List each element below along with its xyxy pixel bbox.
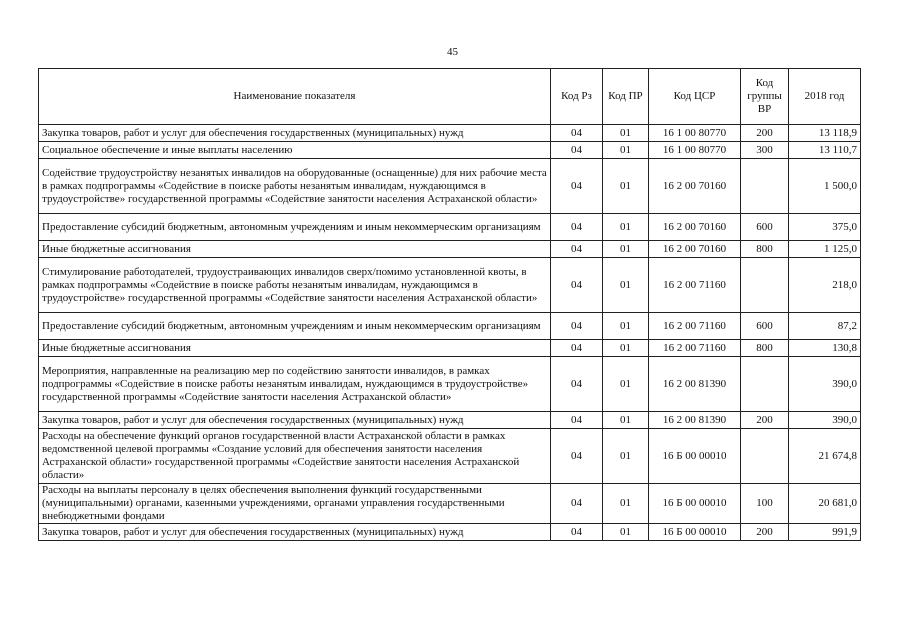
row-pr: 01 <box>603 214 649 241</box>
row-pr: 01 <box>603 429 649 484</box>
row-rz: 04 <box>551 340 603 357</box>
row-csr: 16 2 00 81390 <box>649 412 741 429</box>
row-rz: 04 <box>551 159 603 214</box>
row-csr: 16 1 00 80770 <box>649 125 741 142</box>
row-pr: 01 <box>603 524 649 541</box>
row-vr: 600 <box>741 214 789 241</box>
row-amount: 390,0 <box>789 357 861 412</box>
row-amount: 13 110,7 <box>789 142 861 159</box>
row-vr: 200 <box>741 524 789 541</box>
column-header-pr: Код ПР <box>603 69 649 125</box>
table-row <box>39 125 861 142</box>
table-row <box>39 241 861 258</box>
row-name: Расходы на обеспечение функций органов государственной власти Астраханской области в рамках ведомственной целевой программы «Создание условий для обеспечения занятости населения Астраханской области» государственной программы «Содействие занятости населения Астраханской области» <box>39 429 551 484</box>
row-pr: 01 <box>603 241 649 258</box>
row-rz: 04 <box>551 214 603 241</box>
row-amount: 130,8 <box>789 340 861 357</box>
row-name: Стимулирование работодателей, трудоустраивающих инвалидов сверх/помимо установленной квоты, в рамках подпрограммы «Содействие в поиске работы незанятым инвалидам, нуждающимся в трудоустройстве» государственной программы «Содействие занятости населения Астраханской области» <box>39 258 551 313</box>
row-name: Иные бюджетные ассигнования <box>39 241 551 258</box>
table-row <box>39 357 861 412</box>
row-csr: 16 2 00 70160 <box>649 241 741 258</box>
row-rz: 04 <box>551 313 603 340</box>
row-vr: 800 <box>741 340 789 357</box>
row-pr: 01 <box>603 159 649 214</box>
row-vr <box>741 159 789 214</box>
row-name: Закупка товаров, работ и услуг для обеспечения государственных (муниципальных) нужд <box>39 412 551 429</box>
row-vr: 300 <box>741 142 789 159</box>
row-vr <box>741 258 789 313</box>
row-amount: 1 500,0 <box>789 159 861 214</box>
row-vr <box>741 357 789 412</box>
row-amount: 1 125,0 <box>789 241 861 258</box>
row-name: Мероприятия, направленные на реализацию мер по содействию занятости инвалидов, в рамках подпрограммы «Содействие в поиске работы незанятым инвалидам, нуждающимся в трудоустройстве» государственной программы «Содействие занятости населения Астраханской области» <box>39 357 551 412</box>
table-row <box>39 214 861 241</box>
row-name: Содействие трудоустройству незанятых инвалидов на оборудованные (оснащенные) для них рабочие места в рамках подпрограммы «Содействие в поиске работы незанятым инвалидам, нуждающимся в трудоустройстве» государственной программы «Содействие занятости населения Астраханской области» <box>39 159 551 214</box>
row-name: Иные бюджетные ассигнования <box>39 340 551 357</box>
row-amount: 21 674,8 <box>789 429 861 484</box>
table-row <box>39 340 861 357</box>
budget-table <box>38 68 861 541</box>
row-vr: 600 <box>741 313 789 340</box>
row-csr: 16 2 00 71160 <box>649 340 741 357</box>
row-name: Закупка товаров, работ и услуг для обеспечения государственных (муниципальных) нужд <box>39 524 551 541</box>
row-rz: 04 <box>551 142 603 159</box>
table-row <box>39 484 861 524</box>
column-header-name: Наименование показателя <box>39 69 551 125</box>
row-vr: 200 <box>741 412 789 429</box>
row-amount: 218,0 <box>789 258 861 313</box>
row-csr: 16 Б 00 00010 <box>649 524 741 541</box>
row-csr: 16 2 00 81390 <box>649 357 741 412</box>
column-header-year: 2018 год <box>789 69 861 125</box>
row-rz: 04 <box>551 429 603 484</box>
table-row <box>39 313 861 340</box>
row-pr: 01 <box>603 484 649 524</box>
row-pr: 01 <box>603 142 649 159</box>
table-header-row <box>39 69 861 125</box>
row-pr: 01 <box>603 258 649 313</box>
row-csr: 16 1 00 80770 <box>649 142 741 159</box>
row-csr: 16 2 00 71160 <box>649 258 741 313</box>
row-amount: 390,0 <box>789 412 861 429</box>
row-rz: 04 <box>551 258 603 313</box>
column-header-csr: Код ЦСР <box>649 69 741 125</box>
row-vr: 100 <box>741 484 789 524</box>
row-rz: 04 <box>551 241 603 258</box>
table-row <box>39 429 861 484</box>
table-row <box>39 258 861 313</box>
row-name: Социальное обеспечение и иные выплаты населению <box>39 142 551 159</box>
row-csr: 16 2 00 70160 <box>649 159 741 214</box>
row-amount: 87,2 <box>789 313 861 340</box>
row-pr: 01 <box>603 412 649 429</box>
row-csr: 16 Б 00 00010 <box>649 484 741 524</box>
table-row <box>39 524 861 541</box>
row-name: Расходы на выплаты персоналу в целях обеспечения выполнения функций государственными (муниципальными) органами, казенными учреждениями, органами управления государственными внебюджетными фондами <box>39 484 551 524</box>
row-vr: 200 <box>741 125 789 142</box>
column-header-rz: Код Рз <box>551 69 603 125</box>
row-amount: 13 118,9 <box>789 125 861 142</box>
table-row <box>39 412 861 429</box>
row-vr: 800 <box>741 241 789 258</box>
row-name: Предоставление субсидий бюджетным, автономным учреждениям и иным некоммерческим организациям <box>39 214 551 241</box>
row-name: Предоставление субсидий бюджетным, автономным учреждениям и иным некоммерческим организациям <box>39 313 551 340</box>
row-vr <box>741 429 789 484</box>
row-rz: 04 <box>551 412 603 429</box>
row-pr: 01 <box>603 313 649 340</box>
page-number: 45 <box>447 46 458 58</box>
table-row <box>39 159 861 214</box>
row-csr: 16 2 00 70160 <box>649 214 741 241</box>
row-csr: 16 2 00 71160 <box>649 313 741 340</box>
column-header-vr: Код группы ВР <box>741 69 789 125</box>
row-csr: 16 Б 00 00010 <box>649 429 741 484</box>
row-rz: 04 <box>551 524 603 541</box>
row-name: Закупка товаров, работ и услуг для обеспечения государственных (муниципальных) нужд <box>39 125 551 142</box>
row-amount: 991,9 <box>789 524 861 541</box>
row-pr: 01 <box>603 125 649 142</box>
row-rz: 04 <box>551 357 603 412</box>
table-row <box>39 142 861 159</box>
row-amount: 375,0 <box>789 214 861 241</box>
row-amount: 20 681,0 <box>789 484 861 524</box>
row-rz: 04 <box>551 125 603 142</box>
row-pr: 01 <box>603 340 649 357</box>
row-rz: 04 <box>551 484 603 524</box>
row-pr: 01 <box>603 357 649 412</box>
